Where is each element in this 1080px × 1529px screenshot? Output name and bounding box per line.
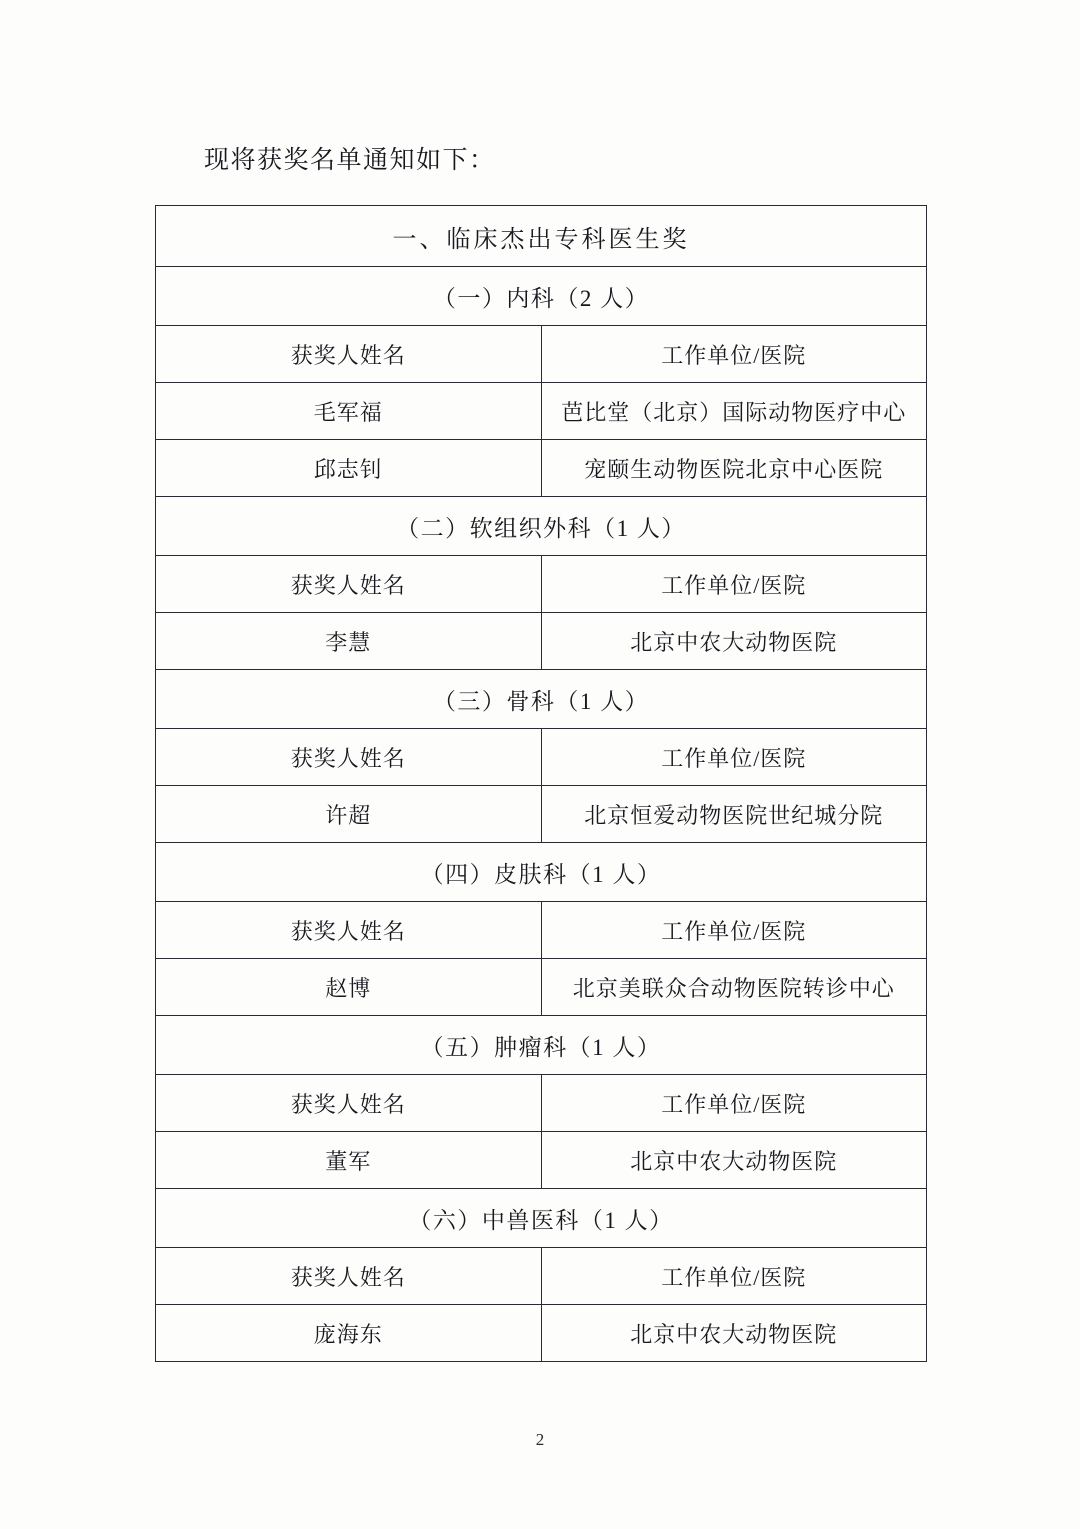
- column-header-name-4: 获奖人姓名: [156, 1075, 542, 1132]
- winner-name: 许超: [156, 786, 542, 843]
- winner-name: 赵博: [156, 959, 542, 1016]
- subsection-title-2: （三）骨科（1 人）: [156, 670, 927, 729]
- table-row: [156, 440, 927, 497]
- table-row-header: [156, 729, 927, 786]
- winner-name: 毛军福: [156, 383, 542, 440]
- winner-org: 北京恒爱动物医院世纪城分院: [541, 786, 927, 843]
- table-row-subsection-title: [156, 1016, 927, 1075]
- award-list-table: [155, 205, 927, 1362]
- intro-paragraph: 现将获奖名单通知如下：: [204, 147, 496, 174]
- winner-org: 北京中农大动物医院: [541, 1132, 927, 1189]
- table-row: [156, 1305, 927, 1362]
- column-header-name-1: 获奖人姓名: [156, 556, 542, 613]
- table-row: [156, 383, 927, 440]
- subsection-title-1: （二）软组织外科（1 人）: [156, 497, 927, 556]
- table-row: [156, 786, 927, 843]
- winner-org: 北京美联众合动物医院转诊中心: [541, 959, 927, 1016]
- column-header-org-2: 工作单位/医院: [541, 729, 927, 786]
- table-row: [156, 613, 927, 670]
- winner-org: 芭比堂（北京）国际动物医疗中心: [541, 383, 927, 440]
- table-row-subsection-title: [156, 843, 927, 902]
- table-row-header: [156, 556, 927, 613]
- table-row-subsection-title: [156, 497, 927, 556]
- winner-org: 宠颐生动物医院北京中心医院: [541, 440, 927, 497]
- winner-name: 庞海东: [156, 1305, 542, 1362]
- section-title: 一、临床杰出专科医生奖: [156, 206, 927, 267]
- column-header-org-0: 工作单位/医院: [541, 326, 927, 383]
- subsection-title-0: （一）内科（2 人）: [156, 267, 927, 326]
- table-row-subsection-title: [156, 267, 927, 326]
- column-header-name-2: 获奖人姓名: [156, 729, 542, 786]
- table-row-section-title: [156, 206, 927, 267]
- table-row: [156, 959, 927, 1016]
- column-header-org-1: 工作单位/医院: [541, 556, 927, 613]
- winner-org: 北京中农大动物医院: [541, 1305, 927, 1362]
- winner-org: 北京中农大动物医院: [541, 613, 927, 670]
- table-row-subsection-title: [156, 670, 927, 729]
- column-header-name-0: 获奖人姓名: [156, 326, 542, 383]
- table-row-subsection-title: [156, 1189, 927, 1248]
- subsection-title-3: （四）皮肤科（1 人）: [156, 843, 927, 902]
- winner-name: 董军: [156, 1132, 542, 1189]
- column-header-name-5: 获奖人姓名: [156, 1248, 542, 1305]
- table-row-header: [156, 1075, 927, 1132]
- column-header-name-3: 获奖人姓名: [156, 902, 542, 959]
- table-row-header: [156, 1248, 927, 1305]
- column-header-org-4: 工作单位/医院: [541, 1075, 927, 1132]
- column-header-org-3: 工作单位/医院: [541, 902, 927, 959]
- column-header-org-5: 工作单位/医院: [541, 1248, 927, 1305]
- page-number: 2: [535, 1430, 545, 1449]
- table-row-header: [156, 902, 927, 959]
- table-row-header: [156, 326, 927, 383]
- subsection-title-5: （六）中兽医科（1 人）: [156, 1189, 927, 1248]
- table-row: [156, 1132, 927, 1189]
- winner-name: 李慧: [156, 613, 542, 670]
- winner-name: 邱志钊: [156, 440, 542, 497]
- subsection-title-4: （五）肿瘤科（1 人）: [156, 1016, 927, 1075]
